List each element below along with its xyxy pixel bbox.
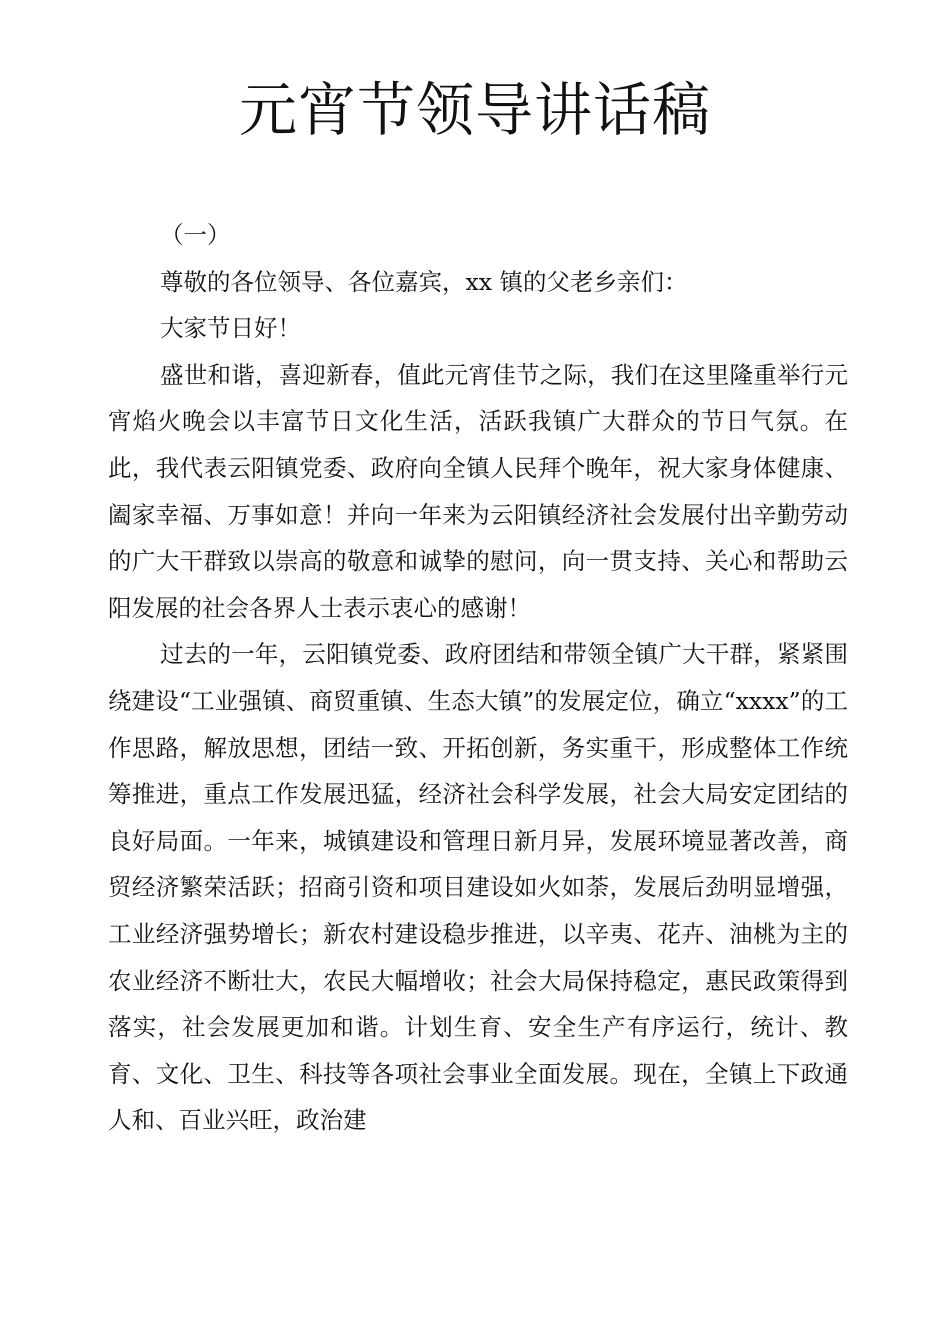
- body-paragraph: 过去的一年，云阳镇党委、政府团结和带领全镇广大干群，紧紧围绕建设“工业强镇、商贸重镇、生态大镇”的发展定位，确立“xxxx”的工作思路，解放思想，团结一致、开拓创新，务实重干，形成整体工作统筹推进，重点工作发展迅猛，经济社会科学发展，社会大局安定团结的良好局面。一年来，城镇建设和管理日新月异，发展环境显著改善，商贸经济繁荣活跃；招商引资和项目建设如火如荼，发展后劲明显增强，工业经济强势增长；新农村建设稳步推进，以辛夷、花卉、油桃为主的农业经济不断壮大，农民大幅增收；社会大局保持稳定，惠民政策得到落实，社会发展更加和谐。计划生育、安全生产有序运行，统计、教育、文化、卫生、科技等各项社会事业全面发展。现在，全镇上下政通人和、百业兴旺，政治建: [108, 640, 848, 1135]
- greeting: 大家节日好！: [160, 314, 301, 343]
- document-body: [108, 212, 848, 1144]
- document-title: 元宵节领导讲话稿: [238, 76, 711, 144]
- body-paragraph: 盛世和谐，喜迎新春，值此元宵佳节之际，我们在这里隆重举行元宵焰火晚会以丰富节日文化生活，活跃我镇广大群众的节日气氛。在此，我代表云阳镇党委、政府向全镇人民拜个晚年，祝大家身体健康、阖家幸福、万事如意！并向一年来为云阳镇经济社会发展付出辛勤劳动的广大干群致以崇高的敬意和诚挚的慰问，向一贯支持、关心和帮助云阳发展的社会各界人士表示衷心的感谢！: [108, 360, 848, 622]
- section-number: （一）: [160, 221, 231, 249]
- salutation: 尊敬的各位领导、各位嘉宾，xx 镇的父老乡亲们：: [160, 267, 688, 296]
